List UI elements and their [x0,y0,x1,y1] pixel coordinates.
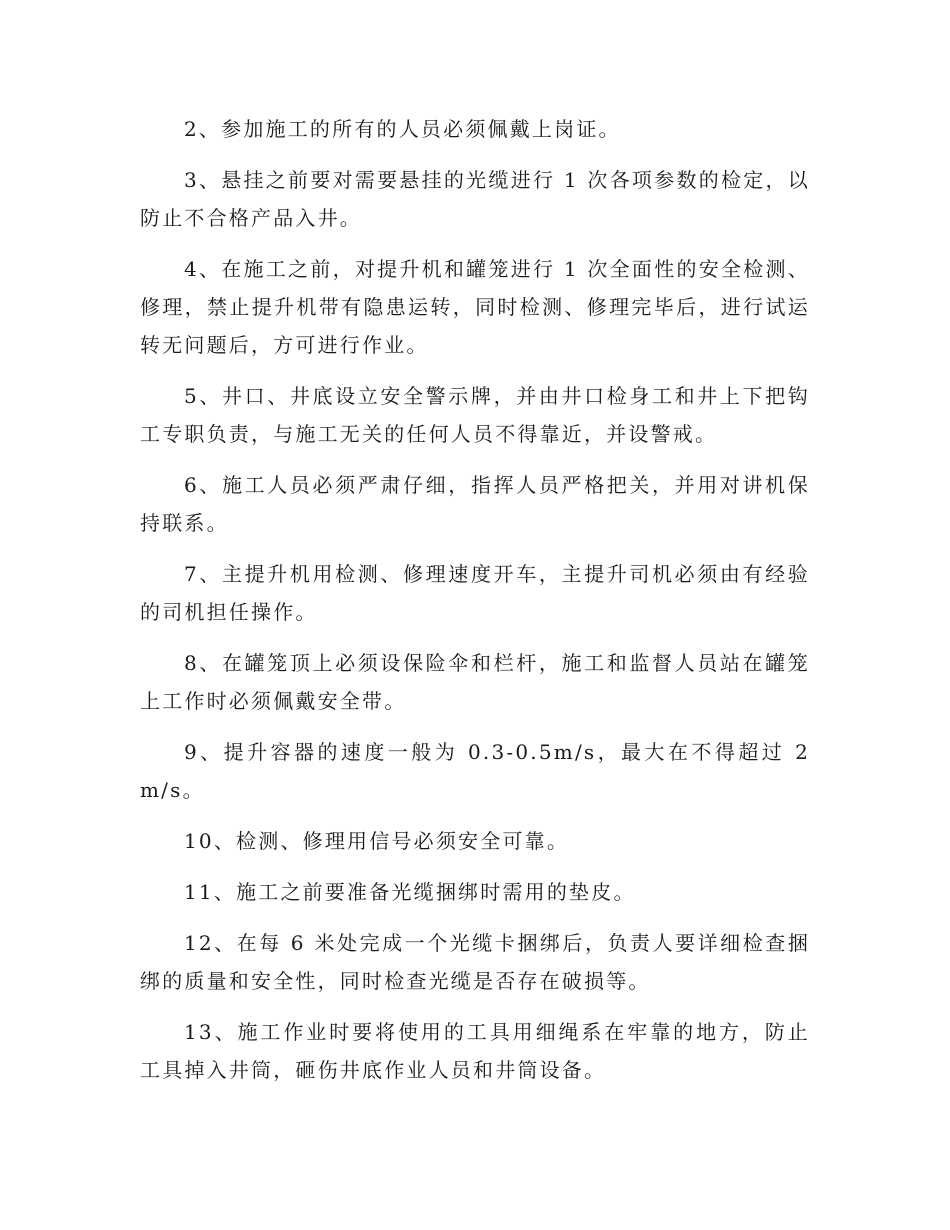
paragraph-item-3: 3、悬挂之前要对需要悬挂的光缆进行 1 次各项参数的检定，以防止不合格产品入井。 [140,168,810,230]
paragraph-item-7: 7、主提升机用检测、修理速度开车，主提升司机必须由有经验的司机担任操作。 [140,562,810,624]
paragraph-item-8: 8、在罐笼顶上必须设保险伞和栏杆，施工和监督人员站在罐笼上工作时必须佩戴安全带。 [140,651,810,713]
paragraph-item-11: 11、施工之前要准备光缆捆绑时需用的垫皮。 [184,880,636,904]
paragraph-item-2: 2、参加施工的所有的人员必须佩戴上岗证。 [184,117,621,141]
paragraph-item-5: 5、井口、井底设立安全警示牌，并由井口检身工和井上下把钩工专职负责，与施工无关的任何人员不得靠近，并设警戒。 [140,384,810,446]
document-body [140,110,810,1102]
paragraph-item-12: 12、在每 6 米处完成一个光缆卡捆绑后，负责人要详细检查捆绑的质量和安全性，同时检查光缆是否存在破损等。 [140,931,810,993]
paragraph-item-10: 10、检测、修理用信号必须安全可靠。 [184,829,570,853]
paragraph-item-6: 6、施工人员必须严肃仔细，指挥人员严格把关，并用对讲机保持联系。 [140,473,810,535]
paragraph-item-4: 4、在施工之前，对提升机和罐笼进行 1 次全面性的安全检测、修理，禁止提升机带有隐患运转，同时检测、修理完毕后，进行试运转无问题后，方可进行作业。 [140,257,810,357]
paragraph-item-9: 9、提升容器的速度一般为 0.3-0.5m/s，最大在不得超过 2 m/s。 [140,740,810,802]
paragraph-item-13: 13、施工作业时要将使用的工具用细绳系在牢靠的地方，防止工具掉入井筒，砸伤井底作业人员和井筒设备。 [140,1020,810,1082]
